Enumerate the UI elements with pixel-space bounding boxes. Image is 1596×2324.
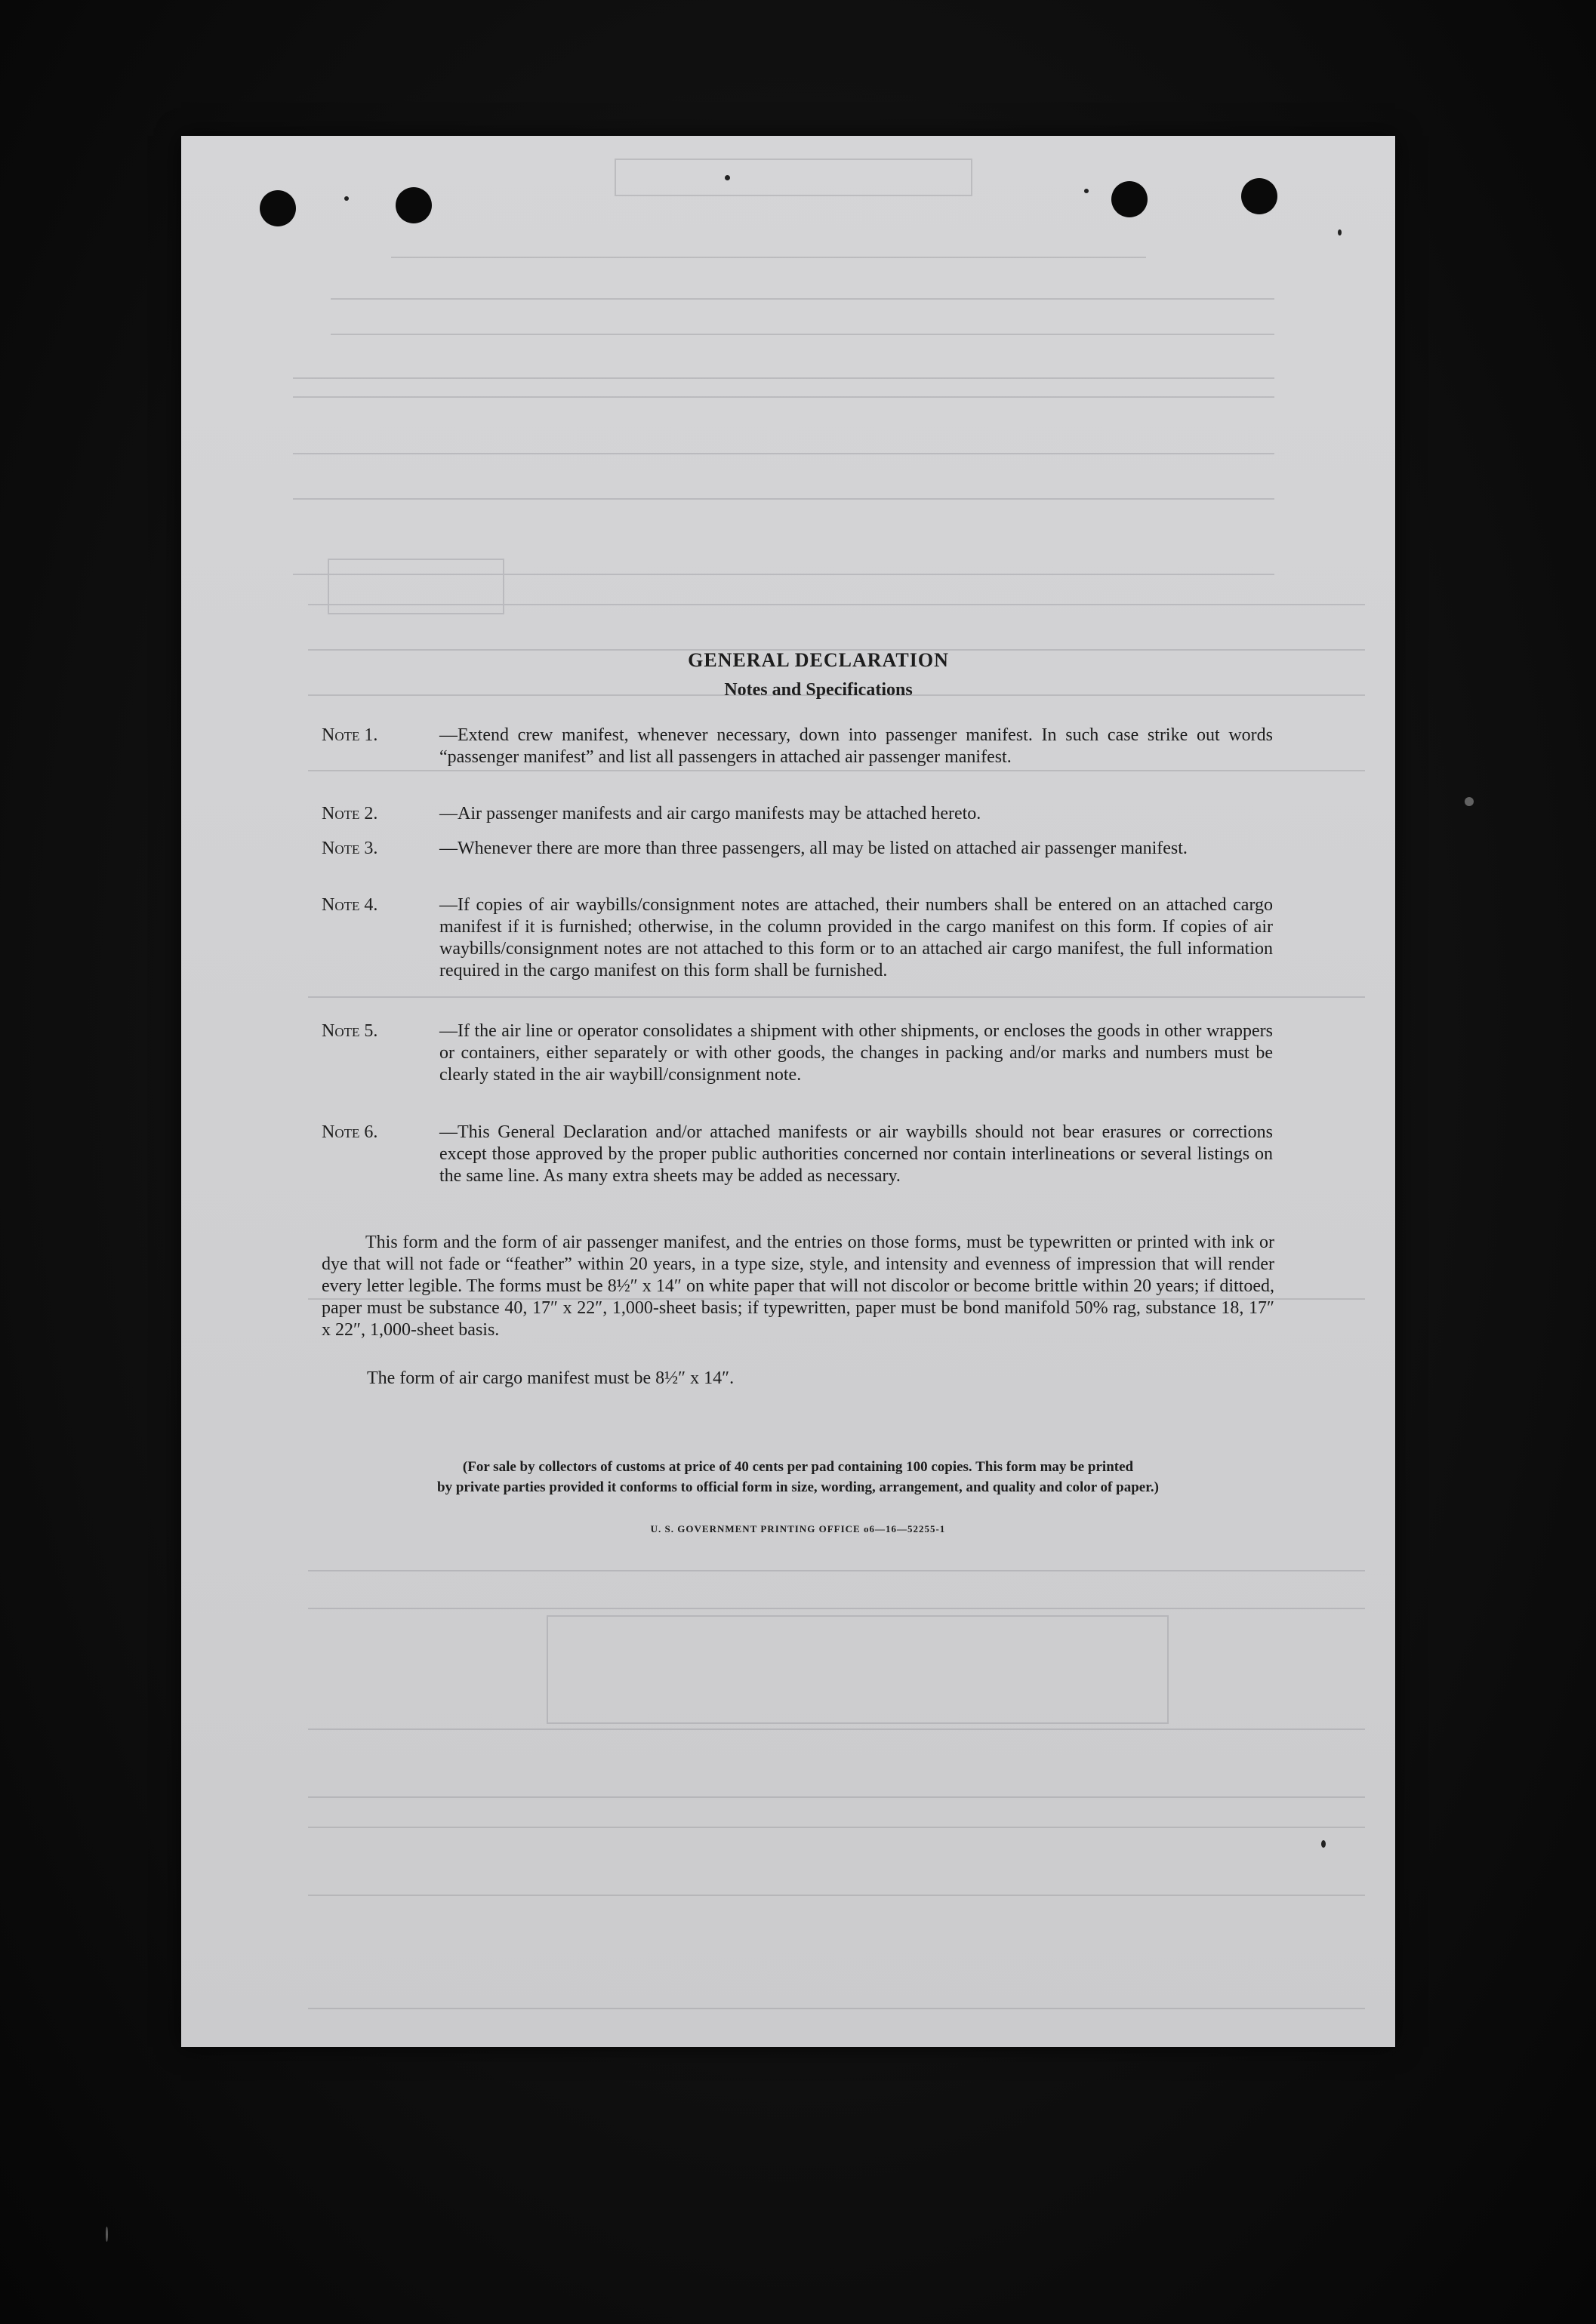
sale-notice-line-2: by private parties provided it conforms to official form in size, wording, arrangement, and quality and color of paper.) [437,1479,1159,1495]
note-number: 5. [364,1021,378,1041]
punch-hole [1111,181,1148,217]
note-text: —If copies of air waybills/consignment notes are attached, their numbers shall be entered on an attached cargo manifest if it is furnished; otherwise, in the column provided in the cargo manifest on this form. If copies of air waybills/consignment notes are not attached to this form or to an attached air cargo manifest, the full information required in the cargo manifest on this form shall be furnished. [439,895,1273,980]
speck [106,2227,108,2242]
printing-office-imprint: U. S. GOVERNMENT PRINTING OFFICE o6—16—52255-1 [650,1523,946,1534]
speck [344,196,349,201]
note-1 [322,725,1273,768]
bleed-through-form [181,136,1395,2047]
punch-hole [260,190,296,226]
document-title: GENERAL DECLARATION [688,649,949,671]
note-number: 4. [364,895,378,915]
note-text: —If the air line or operator consolidates a shipment with other shipments, or encloses the goods in other wrappers or containers, either separately or with other goods, the changes in packing and/or marks and numbers must be clearly stated in the air waybill/consignment note. [439,1021,1273,1085]
document-sheet [181,136,1395,2047]
note-2 [322,803,1273,825]
speck [1084,189,1089,193]
note-text: —This General Declaration and/or attached manifests or air waybills should not bear erasures or corrections except those approved by the proper public authorities concerned nor contain interlineations or several listings on the same line. As many extra sheets may be added as necessary. [439,1122,1273,1186]
note-label: Note [322,1021,360,1041]
speck [725,175,730,180]
speck [1338,229,1342,235]
note-label: Note [322,1122,360,1142]
note-label: Note [322,725,360,745]
note-4 [322,894,1273,982]
note-label: Note [322,839,360,858]
note-label: Note [322,804,360,823]
note-number: 6. [364,1122,378,1142]
cargo-manifest-size: The form of air cargo manifest must be 8½″ x 14″. [367,1368,735,1388]
form-specification-paragraph: This form and the form of air passenger manifest, and the entries on those forms, must be typewritten or printed with ink or dye that will not fade or “feather” within 20 years, in a type size, style, and intensity and evenness of impression that will render every letter legible. The forms must be 8½″ x 14″ on white paper that will not discolor or become brittle within 20 years; if dittoed, paper must be substance 40, 17″ x 22″, 1,000-sheet basis; if typewritten, paper must be bond manifold 50% rag, substance 18, 17″ x 22″, 1,000-sheet basis. [322,1233,1274,1340]
speck [1465,797,1474,806]
punch-hole [1241,178,1277,214]
note-number: 3. [364,839,378,858]
note-text: —Extend crew manifest, whenever necessary, down into passenger manifest. In such case strike out words “passenger manifest” and list all passengers in attached air passenger manifest. [439,725,1273,767]
note-3 [322,838,1273,860]
speck [1321,1840,1326,1848]
note-6 [322,1122,1273,1187]
note-number: 2. [364,804,378,823]
note-label: Note [322,895,360,915]
document-subtitle: Notes and Specifications [724,680,913,700]
punch-hole [396,187,432,223]
note-text: —Whenever there are more than three passengers, all may be listed on attached air passenger manifest. [439,839,1188,858]
note-5 [322,1020,1273,1086]
note-number: 1. [364,725,378,745]
note-text: —Air passenger manifests and air cargo manifests may be attached hereto. [439,804,981,823]
sale-notice-line-1: (For sale by collectors of customs at price of 40 cents per pad containing 100 copies. This form may be printed [462,1459,1134,1475]
